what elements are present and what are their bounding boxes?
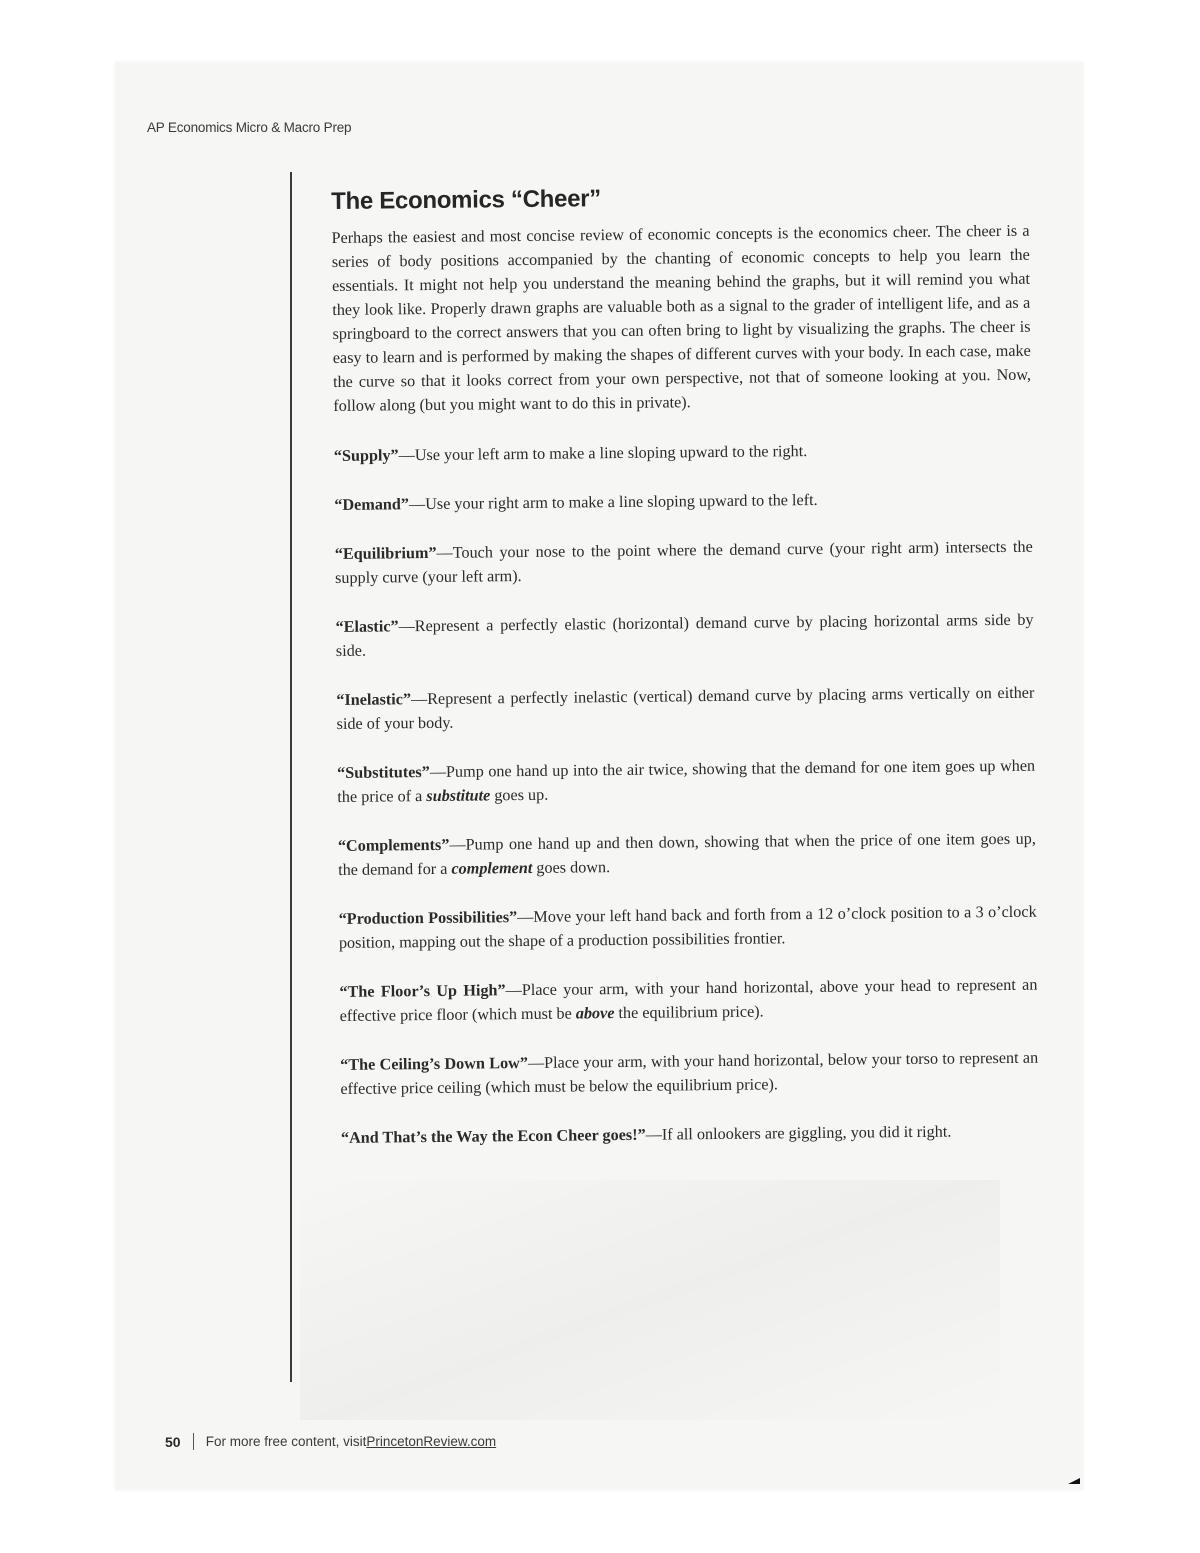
- footer-link[interactable]: PrincetonReview.com: [366, 1434, 497, 1449]
- cheer-equilibrium: [335, 535, 1033, 590]
- cheer-description: —Pump one hand up into the air twice, showing that the demand for one item goes up when the price of a: [337, 756, 1036, 806]
- emphasis-text: above: [575, 1004, 615, 1023]
- cheer-term: “And That’s the Way the Econ Cheer goes!”: [340, 1125, 646, 1147]
- cheer-term: “Elastic”: [335, 617, 399, 636]
- page-number: 50: [165, 1433, 181, 1450]
- cheer-term: “Inelastic”: [336, 690, 412, 709]
- cheer-description-end: the equilibrium price).: [614, 1002, 764, 1023]
- cheer-description: —Move your left hand back and forth from a 12 o’clock position to a 3 o’clock position, mapping out the shape of a production possibilities frontier.: [338, 902, 1037, 952]
- cheer-term: “Production Possibilities”: [338, 908, 518, 928]
- cheer-inelastic: [336, 681, 1034, 736]
- cheer-description: —Pump one hand up and then down, showing that when the price of one item goes up, the demand for a: [338, 829, 1036, 879]
- cheer-ceiling: [340, 1046, 1038, 1101]
- cheer-description-end: goes up.: [490, 785, 549, 805]
- cheer-description: —If all onlookers are giggling, you did it right.: [645, 1122, 952, 1144]
- cheer-complements: [338, 827, 1036, 882]
- cheer-description: —Touch your nose to the point where the demand curve (your right arm) intersects the supply curve (your left arm).: [334, 537, 1033, 587]
- cheer-elastic: [335, 608, 1033, 663]
- cheer-floor: [339, 973, 1037, 1028]
- running-header: AP Economics Micro & Macro Prep: [147, 120, 352, 135]
- cheer-description: —Represent a perfectly inelastic (vertical) demand curve by placing arms vertically on either side of your body.: [336, 683, 1035, 733]
- cheer-description: —Place your arm, with your hand horizontal, above your head to represent an effective price floor (which must be: [339, 975, 1038, 1025]
- footer-divider: [193, 1433, 194, 1450]
- section-title: The Economics “Cheer”: [331, 185, 602, 215]
- cheer-supply: [334, 437, 1032, 468]
- emphasis-text: substitute: [426, 786, 491, 806]
- cheer-finale: [341, 1119, 1039, 1150]
- cheer-term: “Complements”: [337, 835, 450, 855]
- cheer-term: “Substitutes”: [337, 762, 430, 782]
- cheer-term: “The Floor’s Up High”: [339, 981, 506, 1001]
- footer-promo-text: For more free content, visit: [205, 1434, 367, 1449]
- cheer-description: —Represent a perfectly elastic (horizontal) demand curve by placing horizontal arms side by side.: [335, 610, 1034, 660]
- cheer-substitutes: [337, 754, 1035, 809]
- cheer-description-end: goes down.: [532, 858, 611, 877]
- cheer-demand: [334, 486, 1032, 517]
- cheer-term: “The Ceiling’s Down Low”: [340, 1053, 529, 1074]
- cheer-term: “Equilibrium”: [334, 543, 437, 563]
- intro-paragraph: Perhaps the easiest and most concise review of economic concepts is the economics cheer. The cheer is a series of body positions accompanied by the chanting of economic concepts to help you learn the essentials. It might not help you understand the meaning behind the graphs, but it will remind you what they look like. Properly drawn graphs are valuable both as a signal to the grader of intelligent life, and as a springboard to the correct answers that you can often bring to light by visualizing the graphs. The cheer is easy to learn and is performed by making the shapes of different curves with your body. In each case, make the curve so that it looks correct from your own perspective, not that of someone looking at you. Now, follow along (but you might want to do this in private).: [331, 221, 1032, 415]
- page-footer: [165, 1433, 496, 1450]
- main-content: [331, 181, 1039, 1175]
- cheer-description: —Use your left arm to make a line sloping upward to the right.: [398, 442, 808, 465]
- corner-mark: [1068, 1478, 1080, 1484]
- cheer-term: “Supply”: [333, 446, 399, 465]
- cheer-production-possibilities: [339, 900, 1037, 955]
- cheer-description: —Use your right arm to make a line sloping upward to the left.: [408, 490, 818, 514]
- margin-rule: [290, 172, 292, 1382]
- emphasis-text: complement: [451, 858, 533, 878]
- cheer-term: “Demand”: [334, 495, 410, 514]
- cheer-description: —Place your arm, with your hand horizontal, below your torso to represent an effective price ceiling (which must be below the equilibrium price).: [340, 1048, 1039, 1098]
